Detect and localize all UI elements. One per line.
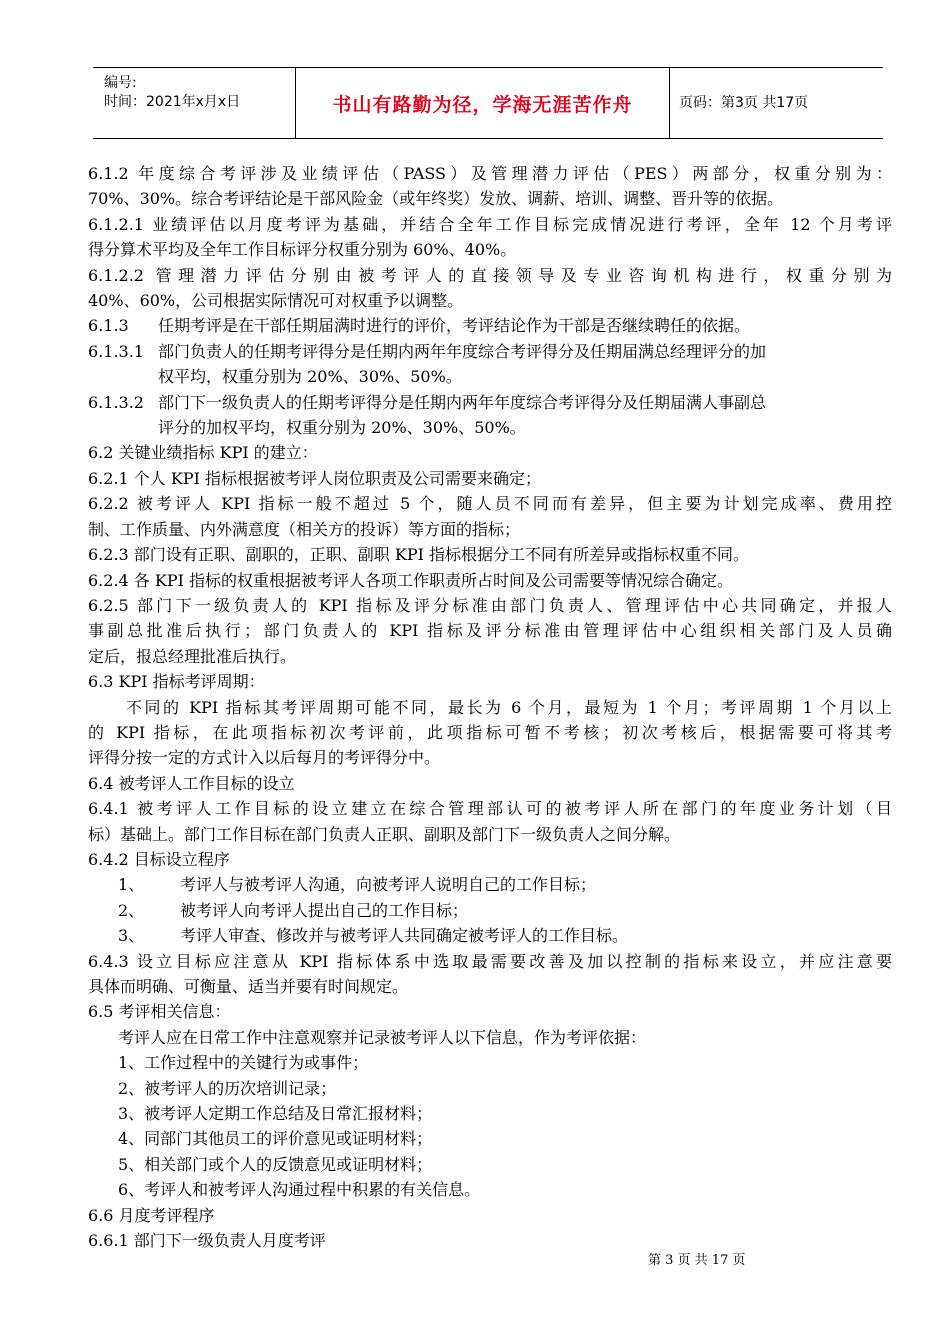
- paragraph-line: [88, 390, 892, 415]
- motto: 书山有路勤为径，学海无涯苦作舟: [332, 94, 633, 116]
- paragraph-line: 6.2.1 个人 KPI 指标根据被考评人岗位职责及公司需要来确定；: [88, 468, 542, 488]
- page-label: 页码：第3页 共17页: [679, 95, 809, 111]
- clause-text: 部门下一级负责人的任期考评得分是任期内两年年度综合考评得分及任期届满人事副总: [158, 392, 767, 412]
- list-item: 3、被考评人定期工作总结及日常汇报材料；: [118, 1104, 433, 1124]
- clause-text: 部门负责人的任期考评得分是任期内两年年度综合考评得分及任期届满总经理评分的加: [158, 341, 767, 361]
- paragraph-line: 6.4.3 设立目标应注意从 KPI 指标体系中选取最需要改善及加以控制的指标来设立，并应注意要: [88, 951, 892, 971]
- page-header: [93, 67, 883, 139]
- list-item: 3、 考评人审查、修改并与被考评人共同确定被考评人的工作目标。: [88, 923, 892, 948]
- list-item: 6、考评人和被考评人沟通过程中积累的有关信息。: [118, 1180, 481, 1200]
- paragraph-line: 6.4.1 被考评人工作目标的设立建立在综合管理部认可的被考评人所在部门的年度业务计划（目: [88, 799, 892, 819]
- paragraph-line: 6.2.5 部门下一级负责人的 KPI 指标及评分标准由部门负责人、管理评估中心共同确定，并报人: [88, 595, 892, 615]
- paragraph-line: 考评人应在日常工作中注意观察并记录被考评人以下信息，作为考评依据：: [118, 1027, 647, 1047]
- time-label: 时间：2021年x月x日: [104, 94, 241, 110]
- list-item: 4、同部门其他员工的评价意见或证明材料；: [118, 1129, 433, 1149]
- header-meta-cell: [93, 68, 295, 138]
- paragraph-line: 的 KPI 指标，在此项指标初次考评前，此项指标可暂不考核；初次考核后，根据需要可将其考: [88, 722, 892, 742]
- list-number: 3、: [118, 926, 145, 946]
- clause-number: 6.1.3.1: [88, 341, 144, 361]
- paragraph-line: 不同的 KPI 指标其考评周期可能不同，最长为 6 个月，最短为 1 个月；考评周期 1 个月以上: [126, 697, 892, 717]
- paragraph-line: 评得分按一定的方式计入以后每月的考评得分中。: [88, 748, 441, 768]
- section-heading: 6.2 关键业绩指标 KPI 的建立：: [88, 443, 318, 463]
- paragraph-line: 40%、60%，公司根据实际情况可对权重予以调整。: [88, 291, 464, 311]
- paragraph-line: [88, 339, 892, 364]
- paragraph-line: 得分算术平均及全年工作目标评分权重分别为 60%、40%。: [88, 240, 517, 260]
- paragraph-line: 6.6.1 部门下一级负责人月度考评: [88, 1231, 326, 1251]
- clause-number: 6.1.3.2: [88, 392, 144, 412]
- paragraph-line: [88, 313, 892, 338]
- paragraph-line: 权平均，权重分别为 20%、30%、50%。: [158, 367, 462, 387]
- paragraph-line: 事副总批准后执行；部门负责人的 KPI 指标及评分标准由管理评估中心组织相关部门及人员确: [88, 621, 892, 641]
- section-heading: 6.5 考评相关信息：: [88, 1002, 231, 1022]
- clause-text: 任期考评是在干部任期届满时进行的评价，考评结论作为干部是否继续聘任的依据。: [158, 316, 751, 336]
- paragraph-line: 制、工作质量、内外满意度（相关方的投诉）等方面的指标；: [88, 519, 521, 539]
- paragraph-line: 6.2.3 部门设有正职、副职的，正职、副职 KPI 指标根据分工不同有所差异或指标权重不同。: [88, 545, 750, 565]
- paragraph-line: 6.1.2.1 业绩评估以月度考评为基础，并结合全年工作目标完成情况进行考评，全年 12 个月考评: [88, 214, 892, 234]
- header-motto-cell: [295, 68, 670, 138]
- paragraph-line: 6.1.2.2 管理潜力评估分别由被考评人的直接领导及专业咨询机构进行，权重分别为: [88, 265, 892, 285]
- section-heading: 6.3 KPI 指标考评周期：: [88, 672, 265, 692]
- page-footer: 第 3 页 共 17 页: [648, 1253, 746, 1268]
- list-item: 5、相关部门或个人的反馈意见或证明材料；: [118, 1154, 433, 1174]
- list-number: 2、: [118, 900, 145, 920]
- paragraph-line: 6.1.2 年度综合考评涉及业绩评估（PASS）及管理潜力评估（PES）两部分，权重分别为：: [88, 164, 892, 183]
- list-item: 1、 考评人与被考评人沟通，向被考评人说明自己的工作目标；: [88, 872, 892, 897]
- paragraph-line: 6.4.2 目标设立程序: [88, 849, 230, 869]
- document-body: [88, 161, 892, 1253]
- clause-number: 6.1.3: [88, 316, 129, 336]
- header-page-cell: [669, 68, 883, 138]
- list-item: 2、被考评人的历次培训记录；: [118, 1078, 337, 1098]
- serial-label: 编号:: [104, 75, 137, 91]
- list-number: 1、: [118, 875, 145, 895]
- paragraph-line: 6.2.2 被考评人 KPI 指标一般不超过 5 个，随人员不同而有差异，但主要为计划完成率、费用控: [88, 494, 892, 514]
- paragraph-line: 70%、30%。综合考评结论是干部风险金（或年终奖）发放、调薪、培训、调整、晋升等的依据。: [88, 189, 784, 209]
- list-item: 2、 被考评人向考评人提出自己的工作目标；: [88, 898, 892, 923]
- section-heading: 6.6 月度考评程序: [88, 1205, 215, 1225]
- list-item: 1、工作过程中的关键行为或事件；: [118, 1053, 369, 1073]
- paragraph-line: 评分的加权平均，权重分别为 20%、30%、50%。: [158, 418, 526, 438]
- paragraph-line: 定后，报总经理批准后执行。: [88, 646, 297, 666]
- paragraph-line: 标）基础上。部门工作目标在部门负责人正职、副职及部门下一级负责人之间分解。: [88, 824, 681, 844]
- section-heading: 6.4 被考评人工作目标的设立: [88, 773, 295, 793]
- paragraph-line: 具体而明确、可衡量、适当并要有时间规定。: [88, 977, 409, 996]
- paragraph-line: 6.2.4 各 KPI 指标的权重根据被考评人各项工作职责所占时间及公司需要等情况综合确定。: [88, 570, 734, 590]
